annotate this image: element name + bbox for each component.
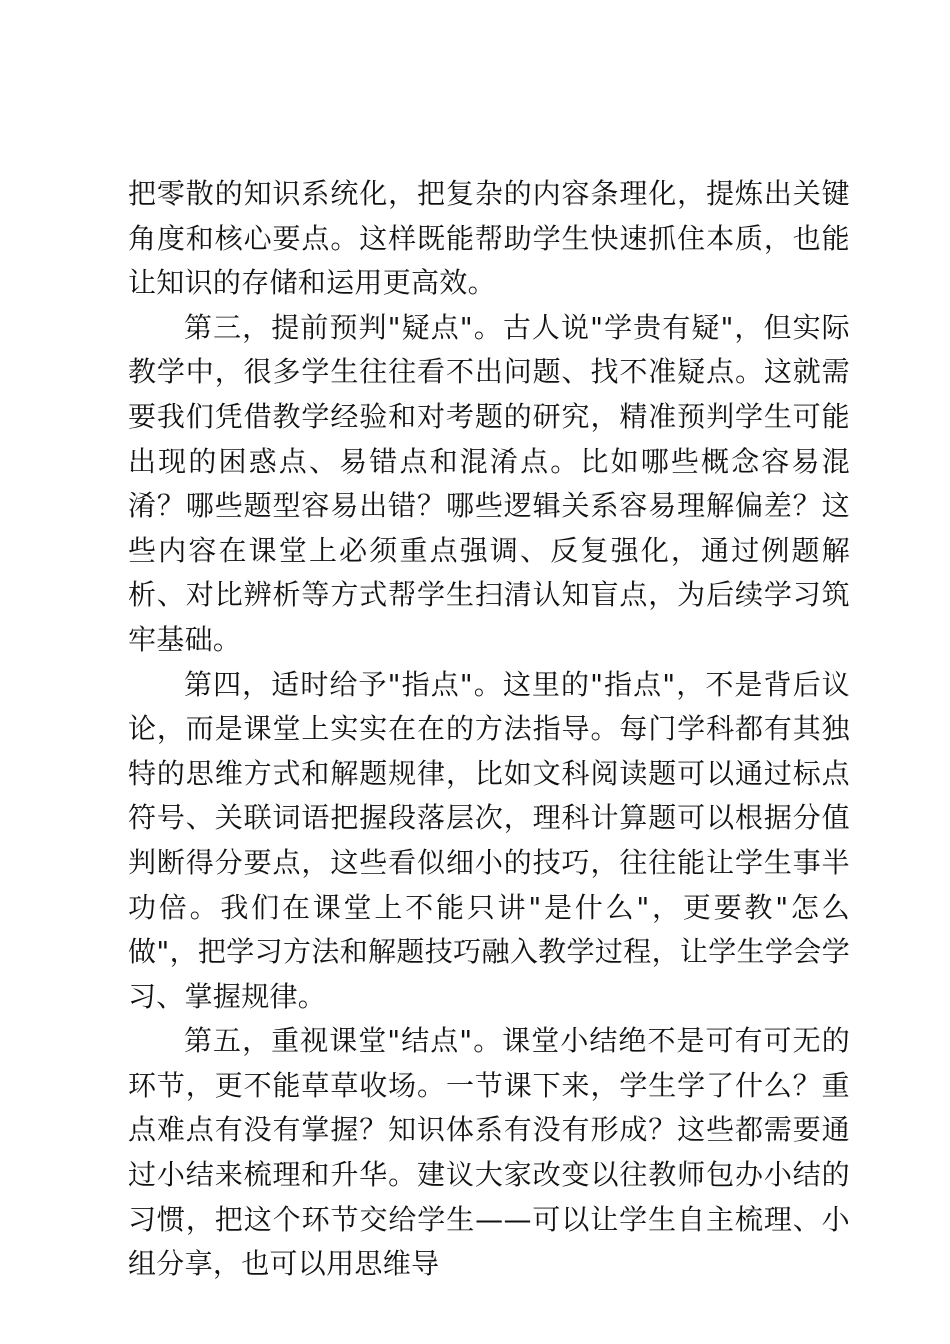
paragraph-third-point: 第三，提前预判"疑点"。古人说"学贵有疑"，但实际教学中，很多学生往往看不出问题、找不准疑点。这就需要我们凭借教学经验和对考题的研究，精准预判学生可能出现的困惑点、易错点和混淆点。比如哪些概念容易混淆？哪些题型容易出错？哪些逻辑关系容易理解偏差？这些内容在课堂上必须重点强调、反复强化，通过例题解析、对比辨析等方式帮学生扫清认知盲点，为后续学习筑牢基础。: [128, 310, 850, 656]
paragraph-fifth-point: 第五，重视课堂"结点"。课堂小结绝不是可有可无的环节，更不能草草收场。一节课下来，学生学了什么？重点难点有没有掌握？知识体系有没有形成？这些都需要通过小结来梳理和升华。建议大家改变以往教师包办小结的习惯，把这个环节交给学生——可以让学生自主梳理、小组分享，也可以用思维导: [128, 1024, 850, 1281]
document-body: [128, 172, 850, 1287]
paragraph-fourth-point: 第四，适时给予"指点"。这里的"指点"，不是背后议论，而是课堂上实实在在的方法指导。每门学科都有其独特的思维方式和解题规律，比如文科阅读题可以通过标点符号、关联词语把握段落层次，理科计算题可以根据分值判断得分要点，这些看似细小的技巧，往往能让学生事半功倍。我们在课堂上不能只讲"是什么"，更要教"怎么做"，把学习方法和解题技巧融入教学过程，让学生学会学习、掌握规律。: [128, 667, 850, 1013]
paragraph-continued: 把零散的知识系统化，把复杂的内容条理化，提炼出关键角度和核心要点。这样既能帮助学生快速抓住本质，也能让知识的存储和运用更高效。: [128, 177, 850, 300]
